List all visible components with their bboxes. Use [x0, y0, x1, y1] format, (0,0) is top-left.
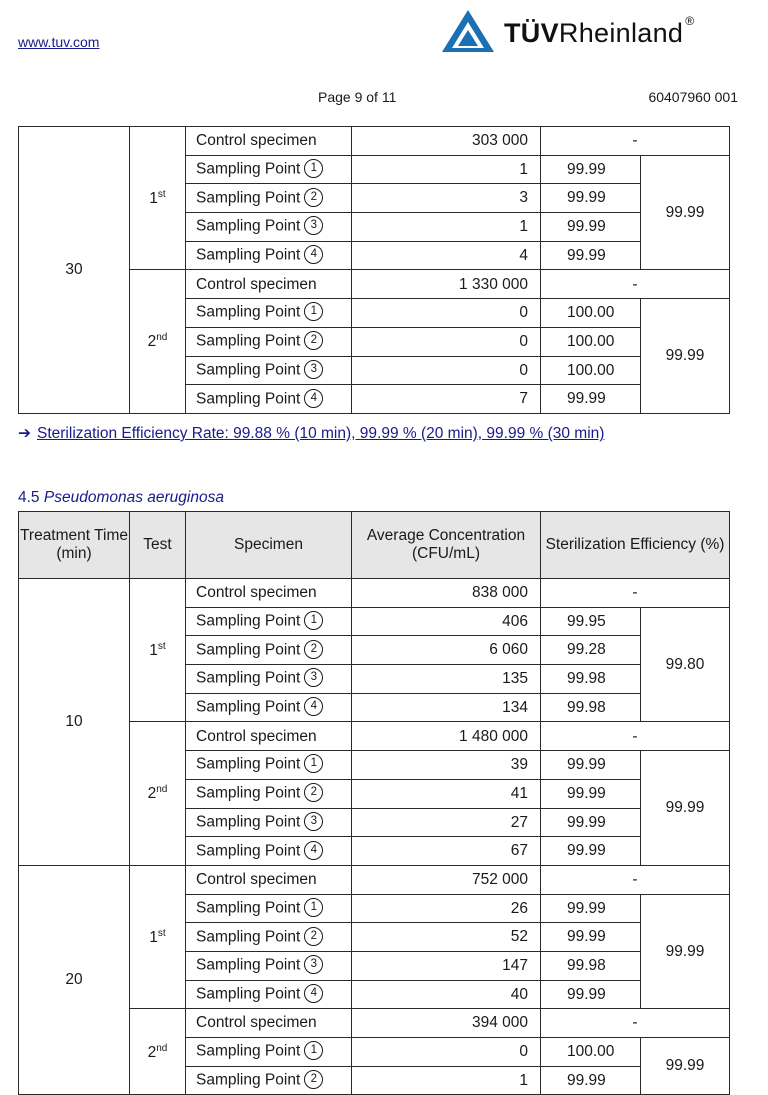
specimen-cell: Sampling Point 2: [186, 184, 352, 213]
efficiency-cell: 99.99: [541, 184, 641, 213]
efficiency-cell: 99.99: [541, 241, 641, 270]
treatment-time-cell: 20: [19, 865, 130, 1095]
circled-number-icon: 1: [304, 754, 323, 773]
circled-number-icon: 2: [304, 1070, 323, 1089]
concentration-cell: 406: [352, 607, 541, 636]
table-header-row: [19, 512, 730, 579]
concentration-cell: 4: [352, 241, 541, 270]
website-link[interactable]: www.tuv.com: [18, 34, 100, 50]
efficiency-cell: -: [541, 127, 730, 156]
specimen-cell: Sampling Point 2: [186, 327, 352, 356]
specimen-cell: Control specimen: [186, 270, 352, 299]
circled-number-icon: 1: [304, 611, 323, 630]
circled-number-icon: 2: [304, 331, 323, 350]
efficiency-cell: 99.99: [541, 980, 641, 1009]
efficiency-cell: -: [541, 270, 730, 299]
efficiency-cell: 99.99: [541, 155, 641, 184]
tuv-logo: [440, 8, 740, 54]
circled-number-icon: 3: [304, 360, 323, 379]
specimen-cell: Sampling Point 4: [186, 980, 352, 1009]
specimen-cell: Sampling Point 3: [186, 951, 352, 980]
test-number-cell: 1st: [130, 579, 186, 722]
total-efficiency-cell: 99.80: [641, 607, 730, 722]
total-efficiency-cell: 99.99: [641, 894, 730, 1009]
specimen-cell: Sampling Point 2: [186, 1066, 352, 1095]
header-specimen: Specimen: [186, 512, 352, 579]
specimen-cell: Sampling Point 1: [186, 751, 352, 780]
concentration-cell: 147: [352, 951, 541, 980]
efficiency-summary: ➔ Sterilization Efficiency Rate: 99.88 % (10 min), 99.99 % (20 min), 99.99 % (30 min): [18, 425, 605, 442]
treatment-time-cell: 10: [19, 579, 130, 866]
circled-number-icon: 1: [304, 898, 323, 917]
efficiency-cell: 99.99: [541, 385, 641, 414]
concentration-cell: 838 000: [352, 579, 541, 608]
document-number: 60407960 001: [648, 89, 738, 105]
arrow-right-icon: ➔: [18, 425, 31, 442]
circled-number-icon: 3: [304, 812, 323, 831]
efficiency-cell: 99.99: [541, 894, 641, 923]
specimen-cell: Sampling Point 4: [186, 241, 352, 270]
efficiency-cell: 100.00: [541, 356, 641, 385]
circled-number-icon: 2: [304, 640, 323, 659]
header-test: Test: [130, 512, 186, 579]
concentration-cell: 752 000: [352, 865, 541, 894]
circled-number-icon: 2: [304, 783, 323, 802]
test-number-cell: 2nd: [130, 1009, 186, 1095]
brand-name: TÜVRheinland ®: [504, 14, 695, 48]
concentration-cell: 394 000: [352, 1009, 541, 1038]
header-efficiency: Sterilization Efficiency (%): [541, 512, 730, 579]
concentration-cell: 1: [352, 155, 541, 184]
concentration-cell: 6 060: [352, 636, 541, 665]
specimen-cell: Control specimen: [186, 579, 352, 608]
table-row: [19, 127, 730, 156]
efficiency-cell: 99.99: [541, 837, 641, 866]
specimen-cell: Sampling Point 2: [186, 923, 352, 952]
specimen-cell: Control specimen: [186, 127, 352, 156]
specimen-cell: Sampling Point 1: [186, 155, 352, 184]
efficiency-cell: 99.99: [541, 779, 641, 808]
concentration-cell: 7: [352, 385, 541, 414]
concentration-cell: 67: [352, 837, 541, 866]
test-number-cell: 2nd: [130, 270, 186, 413]
circled-number-icon: 1: [304, 1041, 323, 1060]
concentration-cell: 1 480 000: [352, 722, 541, 751]
efficiency-cell: 100.00: [541, 327, 641, 356]
page-number: Page 9 of 11: [318, 89, 397, 105]
specimen-cell: Sampling Point 3: [186, 356, 352, 385]
efficiency-cell: 99.28: [541, 636, 641, 665]
circled-number-icon: 4: [304, 389, 323, 408]
test-number-cell: 1st: [130, 865, 186, 1008]
specimen-cell: Sampling Point 1: [186, 894, 352, 923]
specimen-cell: Sampling Point 1: [186, 1038, 352, 1067]
concentration-cell: 1: [352, 213, 541, 242]
efficiency-cell: 99.99: [541, 213, 641, 242]
circled-number-icon: 4: [304, 245, 323, 264]
circled-number-icon: 2: [304, 927, 323, 946]
concentration-cell: 39: [352, 751, 541, 780]
specimen-cell: Control specimen: [186, 1009, 352, 1038]
efficiency-cell: -: [541, 865, 730, 894]
specimen-cell: Control specimen: [186, 865, 352, 894]
circled-number-icon: 4: [304, 841, 323, 860]
efficiency-cell: 99.99: [541, 923, 641, 952]
specimen-cell: Sampling Point 2: [186, 636, 352, 665]
treatment-time-cell: 30: [19, 127, 130, 414]
total-efficiency-cell: 99.99: [641, 299, 730, 414]
efficiency-cell: 99.99: [541, 808, 641, 837]
circled-number-icon: 2: [304, 188, 323, 207]
concentration-cell: 41: [352, 779, 541, 808]
efficiency-cell: 99.99: [541, 751, 641, 780]
concentration-cell: 0: [352, 356, 541, 385]
circled-number-icon: 3: [304, 216, 323, 235]
tuv-triangle-icon: [440, 8, 496, 54]
specimen-cell: Sampling Point 4: [186, 385, 352, 414]
circled-number-icon: 4: [304, 984, 323, 1003]
efficiency-cell: 100.00: [541, 299, 641, 328]
total-efficiency-cell: 99.99: [641, 1038, 730, 1095]
circled-number-icon: 4: [304, 697, 323, 716]
circled-number-icon: 3: [304, 955, 323, 974]
efficiency-cell: 99.99: [541, 1066, 641, 1095]
specimen-cell: Sampling Point 3: [186, 808, 352, 837]
circled-number-icon: 3: [304, 668, 323, 687]
efficiency-cell: 99.98: [541, 665, 641, 694]
specimen-cell: Control specimen: [186, 722, 352, 751]
table-row: [19, 865, 730, 894]
concentration-cell: 3: [352, 184, 541, 213]
concentration-cell: 0: [352, 1038, 541, 1067]
test-number-cell: 1st: [130, 127, 186, 270]
concentration-cell: 135: [352, 665, 541, 694]
concentration-cell: 40: [352, 980, 541, 1009]
specimen-cell: Sampling Point 3: [186, 213, 352, 242]
specimen-cell: Sampling Point 3: [186, 665, 352, 694]
test-number-cell: 2nd: [130, 722, 186, 865]
specimen-cell: Sampling Point 4: [186, 837, 352, 866]
section-title: 4.5 Pseudomonas aeruginosa: [18, 489, 224, 506]
concentration-cell: 1: [352, 1066, 541, 1095]
efficiency-cell: -: [541, 579, 730, 608]
concentration-cell: 27: [352, 808, 541, 837]
concentration-cell: 26: [352, 894, 541, 923]
circled-number-icon: 1: [304, 302, 323, 321]
total-efficiency-cell: 99.99: [641, 751, 730, 866]
specimen-cell: Sampling Point 4: [186, 693, 352, 722]
table-row: [19, 579, 730, 608]
results-table-continued: [18, 126, 730, 414]
concentration-cell: 1 330 000: [352, 270, 541, 299]
header-treatment-time: Treatment Time (min): [19, 512, 130, 579]
efficiency-cell: 99.98: [541, 951, 641, 980]
circled-number-icon: 1: [304, 159, 323, 178]
specimen-cell: Sampling Point 2: [186, 779, 352, 808]
concentration-cell: 52: [352, 923, 541, 952]
efficiency-cell: 99.95: [541, 607, 641, 636]
specimen-cell: Sampling Point 1: [186, 607, 352, 636]
efficiency-cell: -: [541, 722, 730, 751]
header-concentration: Average Concentration (CFU/mL): [352, 512, 541, 579]
concentration-cell: 0: [352, 299, 541, 328]
total-efficiency-cell: 99.99: [641, 155, 730, 270]
concentration-cell: 0: [352, 327, 541, 356]
efficiency-cell: 100.00: [541, 1038, 641, 1067]
pseudomonas-results-table: [18, 511, 730, 1095]
concentration-cell: 303 000: [352, 127, 541, 156]
specimen-cell: Sampling Point 1: [186, 299, 352, 328]
efficiency-cell: -: [541, 1009, 730, 1038]
efficiency-cell: 99.98: [541, 693, 641, 722]
concentration-cell: 134: [352, 693, 541, 722]
